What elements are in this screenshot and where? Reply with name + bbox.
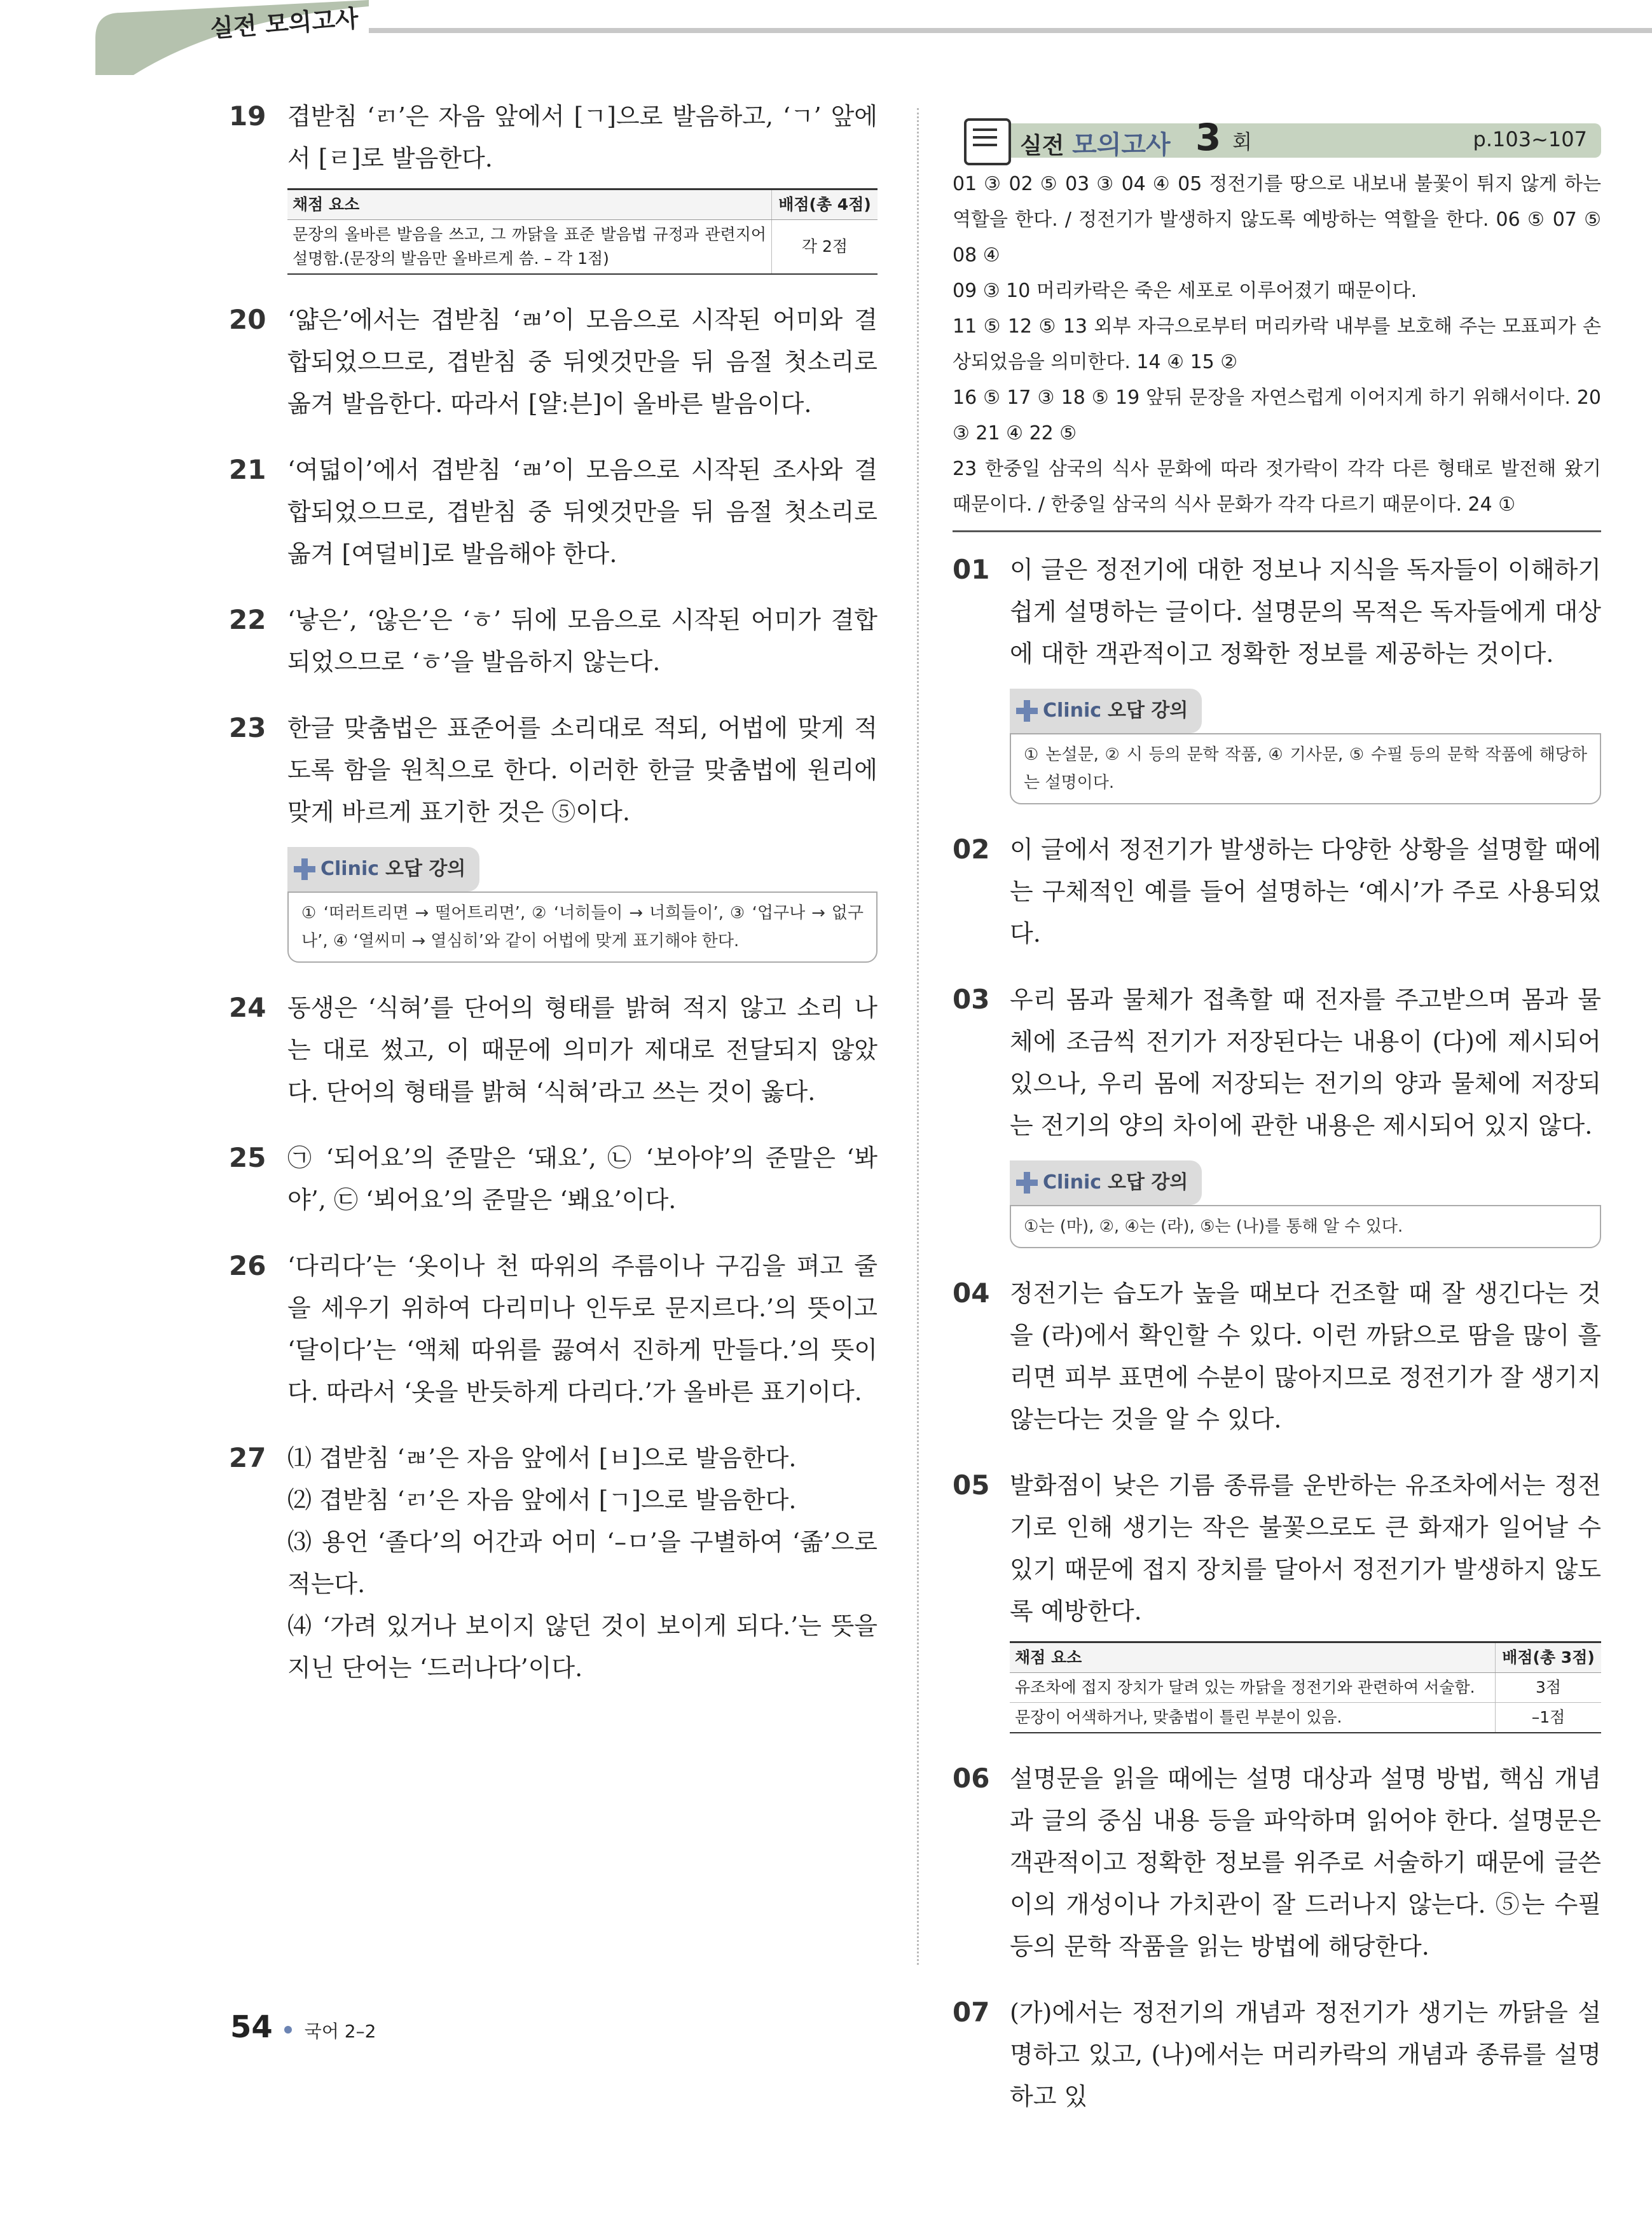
left-column	[229, 95, 878, 1713]
answer-26	[229, 1245, 878, 1413]
clinic-label: Clinic	[320, 858, 380, 880]
explanation-06	[953, 1758, 1601, 1967]
answer-text: 한글 맞춤법은 표준어를 소리대로 적되, 어법에 맞게 적도록 함을 원칙으로 한다. 이러한 한글 맞춤법에 원리에 맞게 바르게 표기한 것은 ⑤이다.	[287, 714, 878, 826]
answer-27	[229, 1437, 878, 1689]
answer-key-line: 01 ③ 02 ⑤ 03 ③ 04 ④ 05 정전기를 땅으로 내보내 불꽃이 튀지 않게 하는 역할을 한다. / 정전기가 발생하지 않도록 예방하는 역할을 한다. 06 ⑤ 07 ⑤ 08 ④	[953, 173, 1601, 266]
answer-25	[229, 1137, 878, 1221]
scoring-table	[287, 188, 878, 275]
clinic-sublabel: 오답 강의	[1108, 699, 1188, 722]
column-divider	[917, 108, 919, 1965]
table-cell: 문장의 올바른 발음을 쓰고, 그 까닭을 표준 발음법 규정과 관련지어 설명함.(문장의 발음만 올바르게 씀. – 각 1점)	[287, 220, 772, 275]
question-number: 26	[229, 1250, 266, 1281]
answer-text: ‘다리다’는 ‘옷이나 천 따위의 주름이나 구김을 펴고 줄을 세우기 위하여 다리미나 인두로 문지르다.’의 뜻이고 ‘달이다’는 ‘액체 따위를 끓여서 진하게 만들다.’의 뜻이다. 따라서 ‘옷을 반듯하게 다리다.’가 올바른 표기이다.	[287, 1252, 878, 1406]
explanation-02	[953, 829, 1601, 954]
answer-key-line: 23 한중일 삼국의 식사 문화에 따라 젓가락이 각각 다른 형태로 발전해 왔기 때문이다. / 한중일 삼국의 식사 문화가 각각 다르기 때문이다. 24 ①	[953, 458, 1601, 516]
answer-text: 우리 몸과 물체가 접촉할 때 전자를 주고받으며 몸과 물체에 조금씩 전기가 저장된다는 내용이 (다)에 제시되어 있으나, 우리 몸에 저장되는 전기의 양과 물체에 저장되는 전기의 양의 차이에 관한 내용은 제시되어 있지 않다.	[1010, 986, 1601, 1139]
answer-line: ⑶ 용언 ‘졸다’의 어간과 어미 ‘–ㅁ’을 구별하여 ‘졺’으로 적는다.	[287, 1528, 878, 1598]
page-footer	[230, 2009, 376, 2045]
clinic-sublabel: 오답 강의	[1108, 1171, 1188, 1194]
clinic-label: Clinic	[1043, 1171, 1102, 1194]
answer-text: 발화점이 낮은 기름 종류를 운반하는 유조차에서는 정전기로 인해 생기는 작은 불꽃으로도 큰 화재가 일어날 수 있기 때문에 접지 장치를 달아서 정전기가 발생하지 않도록 예방한다.	[1010, 1471, 1601, 1625]
explanation-07	[953, 1992, 1601, 2117]
answer-23	[229, 707, 878, 963]
exam-number: 3	[1195, 116, 1222, 159]
answer-text: (가)에서는 정전기의 개념과 정전기가 생기는 까닭을 설명하고 있고, (나)에서는 머리카락의 개념과 종류를 설명하고 있	[1010, 1999, 1601, 2110]
table-cell-points: 각 2점	[772, 220, 878, 275]
question-number: 25	[229, 1142, 266, 1173]
clinic-box	[1010, 689, 1601, 804]
exam-title-main: 모의고사	[1072, 130, 1171, 160]
clinic-box	[287, 847, 878, 963]
answer-line: ⑴ 겹받침 ‘ㄼ’은 자음 앞에서 [ㅂ]으로 발음한다.	[287, 1444, 797, 1472]
answer-text: ㉠ ‘되어요’의 준말은 ‘돼요’, ㉡ ‘보아야’의 준말은 ‘봐야’, ㉢ ‘뵈어요’의 준말은 ‘봬요’이다.	[287, 1144, 878, 1214]
question-number: 07	[953, 1997, 990, 2028]
question-number: 06	[953, 1763, 990, 1794]
clinic-header	[1010, 1160, 1202, 1205]
question-number: 05	[953, 1469, 990, 1501]
scoring-table	[1010, 1641, 1601, 1733]
question-number: 02	[953, 834, 990, 865]
clinic-label: Clinic	[1043, 699, 1102, 722]
question-number: 21	[229, 454, 266, 485]
table-header-points: 배점(총 4점)	[772, 189, 878, 220]
table-cell: 유조차에 접지 장치가 달려 있는 까닭을 정전기와 관련하여 서술함.	[1010, 1673, 1496, 1703]
table-cell-points: 3점	[1496, 1673, 1602, 1703]
plus-icon	[294, 858, 315, 880]
clinic-sublabel: 오답 강의	[385, 858, 466, 880]
question-number: 20	[229, 304, 266, 335]
question-number: 24	[229, 992, 266, 1023]
page-number: 54	[230, 2009, 273, 2045]
table-cell: 문장이 어색하거나, 맞춤법이 틀린 부분이 있음.	[1010, 1703, 1496, 1733]
table-cell-points: –1점	[1496, 1703, 1602, 1733]
answer-text: 이 글은 정전기에 대한 정보나 지식을 독자들이 이해하기 쉽게 설명하는 글이다. 설명문의 목적은 독자들에게 대상에 대한 객관적이고 정확한 정보를 제공하는 것이다.	[1010, 556, 1601, 668]
question-number: 22	[229, 604, 266, 635]
answer-text: 동생은 ‘식혀’를 단어의 형태를 밝혀 적지 않고 소리 나는 대로 썼고, 이 때문에 의미가 제대로 전달되지 않았다. 단어의 형태를 밝혀 ‘식혀’라고 쓰는 것이 옳다.	[287, 994, 878, 1106]
answer-text: ‘낳은’, ‘않은’은 ‘ㅎ’ 뒤에 모음으로 시작된 어미가 결합되었으므로 ‘ㅎ’을 발음하지 않는다.	[287, 606, 878, 676]
question-number: 23	[229, 712, 266, 743]
clinic-body: ① 논설문, ② 시 등의 문학 작품, ④ 기사문, ⑤ 수필 등의 문학 작품에 해당하는 설명이다.	[1010, 733, 1601, 804]
answer-22	[229, 599, 878, 683]
exam-title-prefix: 실전	[1020, 133, 1073, 159]
explanation-05	[953, 1464, 1601, 1733]
answer-key-line: 16 ⑤ 17 ③ 18 ⑤ 19 앞뒤 문장을 자연스럽게 이어지게 하기 위해서이다. 20 ③ 21 ④ 22 ⑤	[953, 387, 1601, 444]
answer-text: 겹받침 ‘ㄺ’은 자음 앞에서 [ㄱ]으로 발음하고, ‘ㄱ’ 앞에서 [ㄹ]로 발음한다.	[287, 102, 878, 172]
answer-key-line: 09 ③ 10 머리카락은 죽은 세포로 이루어졌기 때문이다.	[953, 280, 1417, 302]
section-tab-label: 실전 모의고사	[209, 4, 359, 43]
table-header-criteria: 채점 요소	[287, 189, 772, 220]
answer-text: ‘여덟이’에서 겹받침 ‘ㄼ’이 모음으로 시작된 조사와 결합되었으므로, 겹받침 중 뒤엣것만을 뒤 음절 첫소리로 옮겨 [여덜비]로 발음해야 한다.	[287, 456, 878, 568]
checklist-icon	[964, 118, 1011, 165]
answer-line: ⑷ ‘가려 있거나 보이지 않던 것이 보이게 되다.’는 뜻을 지닌 단어는 ‘드러나다’이다.	[287, 1612, 878, 1682]
question-number: 19	[229, 100, 266, 132]
exam-round: 회	[1232, 130, 1252, 154]
table-header-criteria: 채점 요소	[1010, 1642, 1496, 1673]
exam-header	[953, 118, 1601, 158]
clinic-header	[1010, 689, 1202, 733]
explanation-04	[953, 1272, 1601, 1440]
answer-key	[953, 167, 1601, 532]
question-number: 27	[229, 1442, 266, 1473]
clinic-body: ① ‘떠러트리면 → 떨어트리면’, ② ‘너히들이 → 너희들이’, ③ ‘업구나 → 없구나’, ④ ‘열씨미 → 열심히’와 같이 어법에 맞게 표기해야 한다.	[287, 891, 878, 963]
answer-20	[229, 299, 878, 425]
explanation-03	[953, 979, 1601, 1248]
answer-text: 정전기는 습도가 높을 때보다 건조할 때 잘 생긴다는 것을 (라)에서 확인할 수 있다. 이런 까닭으로 땀을 많이 흘리면 피부 표면에 수분이 많아지므로 정전기가 잘 생기지 않는다는 것을 알 수 있다.	[1010, 1279, 1601, 1433]
header-rule	[369, 28, 1652, 33]
plus-icon	[1016, 1172, 1038, 1194]
explanation-01	[953, 549, 1601, 804]
answer-text: 이 글에서 정전기가 발생하는 다양한 상황을 설명할 때에는 구체적인 예를 들어 설명하는 ‘예시’가 주로 사용되었다.	[1010, 836, 1601, 947]
bullet-dot-icon	[284, 2026, 292, 2034]
question-number: 04	[953, 1277, 990, 1309]
right-column	[953, 118, 1601, 2142]
answer-text: 설명문을 읽을 때에는 설명 대상과 설명 방법, 핵심 개념과 글의 중심 내용 등을 파악하며 읽어야 한다. 설명문은 객관적이고 정확한 정보를 위주로 서술하기 때문에 글쓴이의 개성이나 가치관이 잘 드러나지 않는다. ⑤는 수필 등의 문학 작품을 읽는 방법에 해당한다.	[1010, 1765, 1601, 1960]
plus-icon	[1016, 700, 1038, 722]
answer-24	[229, 987, 878, 1113]
exam-title	[1020, 125, 1171, 161]
table-header-points: 배점(총 3점)	[1496, 1642, 1602, 1673]
clinic-box	[1010, 1160, 1601, 1248]
clinic-header	[287, 847, 479, 891]
answer-line: ⑵ 겹받침 ‘ㄺ’은 자음 앞에서 [ㄱ]으로 발음한다.	[287, 1486, 797, 1514]
exam-pages: p.103~107	[1473, 127, 1587, 151]
answer-21	[229, 449, 878, 575]
question-number: 03	[953, 984, 990, 1015]
book-title: 국어 2–2	[304, 2021, 376, 2042]
answer-19	[229, 95, 878, 275]
clinic-body: ①는 (마), ②, ④는 (라), ⑤는 (나)를 통해 알 수 있다.	[1010, 1205, 1601, 1248]
answer-text: ‘얇은’에서는 겹받침 ‘ㄼ’이 모음으로 시작된 어미와 결합되었으므로, 겹받침 중 뒤엣것만을 뒤 음절 첫소리로 옮겨 발음한다. 따라서 [얄ː븐]이 올바른 발음이다.	[287, 306, 878, 418]
question-number: 01	[953, 554, 990, 585]
answer-key-line: 11 ⑤ 12 ⑤ 13 외부 자극으로부터 머리카락 내부를 보호해 주는 모표피가 손상되었음을 의미한다. 14 ④ 15 ②	[953, 315, 1601, 373]
